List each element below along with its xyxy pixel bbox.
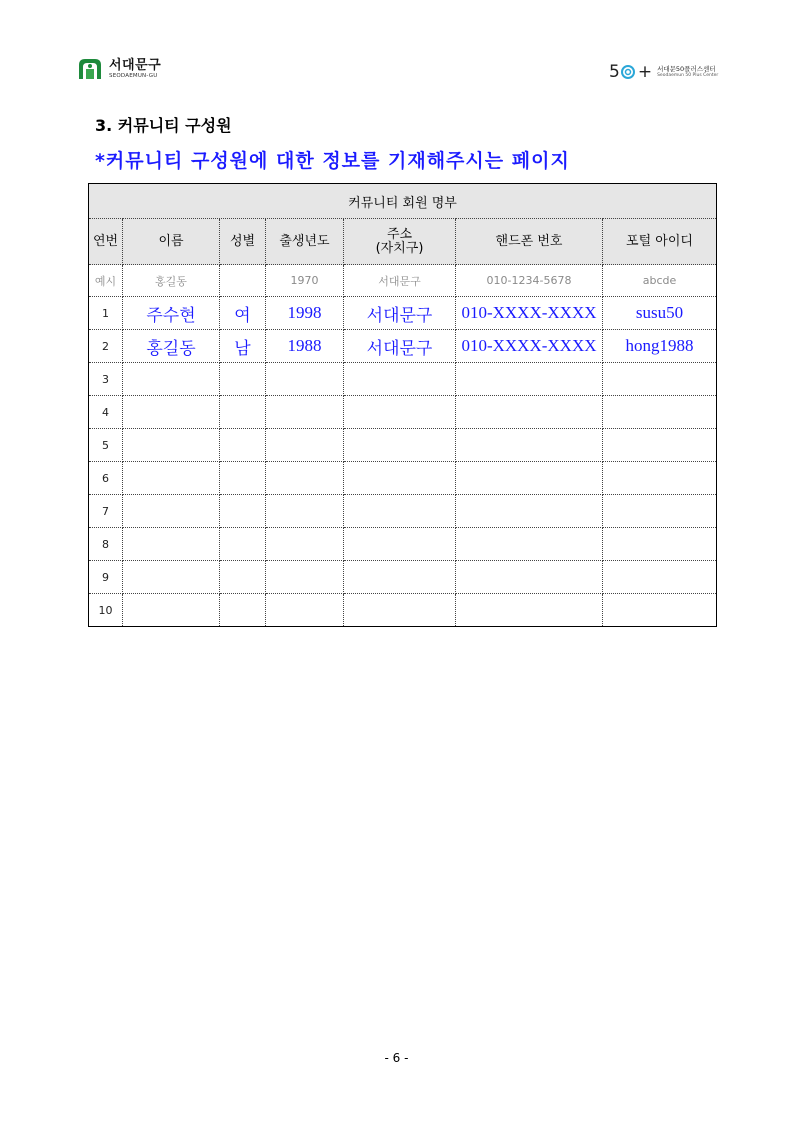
row-number: 1 (89, 297, 123, 330)
member-cell[interactable] (220, 495, 266, 528)
member-cell[interactable]: 1988 (266, 330, 344, 363)
member-cell[interactable] (344, 528, 456, 561)
portal-id-header: 포털 아이디 (603, 219, 717, 265)
member-cell[interactable]: 010-XXXX-XXXX (456, 297, 603, 330)
table-row (89, 396, 717, 429)
member-cell[interactable] (456, 594, 603, 627)
row-number: 2 (89, 330, 123, 363)
example-cell (220, 265, 266, 297)
row-number: 5 (89, 429, 123, 462)
member-cell[interactable] (266, 528, 344, 561)
member-cell[interactable] (220, 594, 266, 627)
member-cell[interactable] (456, 495, 603, 528)
row-number: 4 (89, 396, 123, 429)
birth-year-header: 출생년도 (266, 219, 344, 265)
example-cell: 010-1234-5678 (456, 265, 603, 297)
member-cell[interactable]: 남 (220, 330, 266, 363)
table-row (89, 594, 717, 627)
member-cell[interactable]: 홍길동 (123, 330, 220, 363)
example-cell: 1970 (266, 265, 344, 297)
member-cell[interactable]: 서대문구 (344, 330, 456, 363)
member-cell[interactable]: 여 (220, 297, 266, 330)
member-cell[interactable] (123, 528, 220, 561)
member-cell[interactable] (266, 396, 344, 429)
seodaemun-emblem-icon (76, 55, 104, 83)
member-cell[interactable] (220, 462, 266, 495)
member-cell[interactable] (344, 495, 456, 528)
member-cell[interactable] (220, 396, 266, 429)
center-mark-digit: 5 (609, 62, 620, 82)
notice-text: *커뮤니티 구성원에 대한 정보를 기재해주시는 페이지 (95, 150, 570, 172)
member-cell[interactable] (456, 429, 603, 462)
logo-name-ko: 서대문구 (109, 57, 162, 73)
member-cell[interactable] (220, 528, 266, 561)
member-cell[interactable] (266, 561, 344, 594)
row-number: 6 (89, 462, 123, 495)
member-cell[interactable] (603, 561, 717, 594)
example-cell: 예시 (89, 265, 123, 297)
member-cell[interactable]: 010-XXXX-XXXX (456, 330, 603, 363)
section-title: 3. 커뮤니티 구성원 (95, 116, 232, 135)
member-cell[interactable] (123, 396, 220, 429)
member-cell[interactable] (266, 363, 344, 396)
member-cell[interactable] (456, 363, 603, 396)
member-cell[interactable] (266, 462, 344, 495)
center-mark-plus: + (637, 62, 653, 82)
member-cell[interactable] (123, 594, 220, 627)
row-number: 9 (89, 561, 123, 594)
member-cell[interactable] (123, 462, 220, 495)
member-cell[interactable] (344, 561, 456, 594)
page-number: - 6 - (384, 1051, 409, 1065)
member-cell[interactable] (603, 594, 717, 627)
gender-header: 성별 (220, 219, 266, 265)
member-cell[interactable] (123, 495, 220, 528)
member-cell[interactable] (266, 495, 344, 528)
member-cell[interactable] (266, 594, 344, 627)
member-cell[interactable]: 주수현 (123, 297, 220, 330)
seodaemun-logo (76, 55, 161, 83)
table-row (89, 363, 717, 396)
member-cell[interactable] (344, 594, 456, 627)
address-header: 주소 (자치구) (344, 219, 456, 265)
member-cell[interactable] (220, 363, 266, 396)
row-number: 8 (89, 528, 123, 561)
member-cell[interactable] (266, 429, 344, 462)
member-cell[interactable] (603, 495, 717, 528)
row-number: 7 (89, 495, 123, 528)
table-row (89, 528, 717, 561)
member-cell[interactable] (456, 396, 603, 429)
table-row (89, 462, 717, 495)
member-cell[interactable]: 서대문구 (344, 297, 456, 330)
example-cell: abcde (603, 265, 717, 297)
member-cell[interactable] (344, 363, 456, 396)
seq-header: 연번 (89, 219, 123, 265)
table-row (89, 297, 717, 330)
member-cell[interactable] (603, 396, 717, 429)
name-header: 이름 (123, 219, 220, 265)
member-cell[interactable] (456, 462, 603, 495)
example-cell: 서대문구 (344, 265, 456, 297)
logo-name-en: SEODAEMUN-GU (109, 72, 158, 79)
member-cell[interactable] (344, 396, 456, 429)
member-roster-table (88, 183, 717, 627)
member-cell[interactable] (123, 429, 220, 462)
member-cell[interactable]: susu50 (603, 297, 717, 330)
example-cell: 홍길동 (123, 265, 220, 297)
table-row (89, 330, 717, 363)
center-name-en: Seodaemun 50 Plus Center (657, 73, 719, 78)
member-cell[interactable] (220, 429, 266, 462)
table-row (89, 429, 717, 462)
phone-header: 핸드폰 번호 (456, 219, 603, 265)
table-row (89, 561, 717, 594)
member-cell[interactable]: hong1988 (603, 330, 717, 363)
member-cell[interactable] (603, 462, 717, 495)
ring-zero-icon (621, 65, 635, 79)
member-cell[interactable] (123, 561, 220, 594)
member-cell[interactable] (123, 363, 220, 396)
member-cell[interactable]: 1998 (266, 297, 344, 330)
row-number: 3 (89, 363, 123, 396)
example-row (89, 265, 717, 297)
member-cell[interactable] (603, 429, 717, 462)
member-cell[interactable] (456, 561, 603, 594)
member-cell[interactable] (344, 429, 456, 462)
row-number: 10 (89, 594, 123, 627)
table-row (89, 495, 717, 528)
member-cell[interactable] (344, 462, 456, 495)
member-cell[interactable] (220, 561, 266, 594)
member-cell[interactable] (456, 528, 603, 561)
table-title: 커뮤니티 회원 명부 (89, 184, 717, 219)
member-cell[interactable] (603, 363, 717, 396)
member-cell[interactable] (603, 528, 717, 561)
center-name-ko: 서대문50플러스센터 (657, 64, 716, 73)
center-logo (609, 62, 718, 82)
